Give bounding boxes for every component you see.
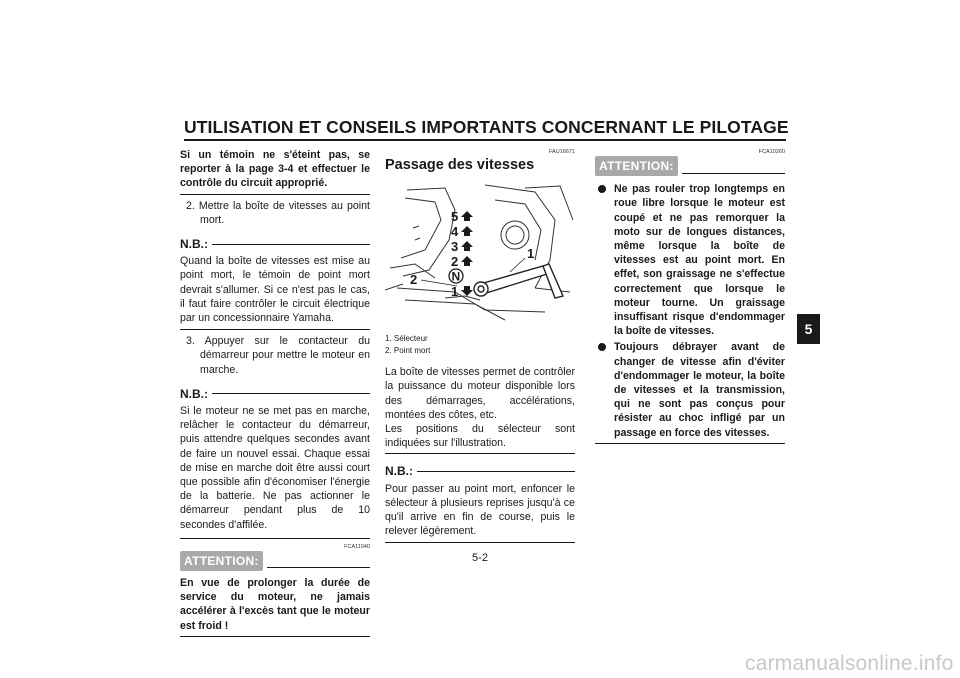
gear-label-3: 3: [451, 239, 459, 255]
attention-heading: [595, 156, 785, 176]
attention-bullet-2: [595, 340, 785, 439]
divider: [180, 538, 370, 539]
gear-shift-illustration: [385, 180, 575, 330]
reference-code: FCA10260: [758, 149, 785, 155]
step-2-text: 2. Mettre la boîte de vitesses au point mort.: [186, 199, 370, 226]
bullet-dot-icon: [598, 343, 606, 351]
gear-label-1: 1: [451, 284, 459, 300]
bullet-text: Ne pas rouler trop longtemps en roue libre lorsque le moteur est coupé et ne pas remorquer la moto sur de longues distances, même lorsque la boîte de vitesses est au point mort. En effet, son graissage ne s'effectue correctement que lorsque le moteur tourne. Un graissage insuffisant risque d'endommager la boîte de vitesses.: [614, 183, 785, 338]
nb-heading-2: [180, 387, 370, 401]
bullet-dot-icon: [598, 185, 606, 193]
shift-up-arrow-icon: [461, 211, 473, 266]
gearbox-paragraph-1: La boîte de vitesses permet de contrôler la puissance du moteur disponible lors des démarrages, accélérations, montées des côtes, etc.: [385, 366, 575, 421]
column-right: [595, 148, 785, 444]
nb-label: N.B.:: [180, 237, 208, 252]
section-title: Passage des vitesses: [385, 157, 535, 173]
attention-heading: [180, 551, 370, 571]
column-middle: [385, 148, 575, 543]
bullet-text: Toujours débrayer avant de changer de vitesse afin d'éviter d'endommager le moteur, la boîte de vitesses et la transmission, qui ne sont pas conçus pour résister au choc infligé par un passage en force des vitesses.: [614, 341, 785, 439]
header-rule: [184, 139, 786, 141]
shift-down-arrow-icon: [461, 286, 473, 296]
step-3-text: 3. Appuyer sur le contacteur du démarreur pour mettre le moteur en marche.: [186, 335, 370, 376]
reference-code: FAU16671: [549, 149, 575, 155]
divider: [385, 453, 575, 454]
divider: [180, 636, 370, 637]
column-left: [180, 148, 370, 637]
divider: [180, 194, 370, 195]
nb-text-1: Quand la boîte de vitesses est mise au point mort, le témoin de point mort devrait s'allumer. Si ce n'est pas le cas, il faut faire contrôler le circuit électrique par un concessionnaire Yamaha.: [180, 255, 370, 325]
intro-warning-text: Si un témoin ne s'éteint pas, se reporter à la page 3-4 et effectuer le contrôle du circuit approprié.: [180, 149, 370, 190]
nb-heading-3: [385, 464, 575, 478]
nb-text-2: Si le moteur ne se met pas en marche, relâcher le contacteur du démarreur, puis attendre quelques secondes avant de faire un nouvel essai. Chaque essai de mise en marche doit être aussi court que possible afin d'économiser l'énergie de la batterie. Ne pas actionner le démarreur pendant plus de 10 secondes d'affilée.: [180, 405, 370, 531]
divider: [595, 443, 785, 444]
chapter-tab: 5: [797, 314, 820, 344]
nb-text-3: Pour passer au point mort, enfoncer le sélecteur à plusieurs reprises jusqu'à ce qu'il arrive en fin de course, puis le relever légèrement.: [385, 482, 575, 538]
callout-2: 2: [410, 272, 418, 288]
watermark: carmanualsonline.info: [745, 652, 954, 675]
gearbox-paragraph-2: Les positions du sélecteur sont indiquées sur l'illustration.: [385, 423, 575, 450]
attention-text: En vue de prolonger la durée de service du moteur, ne jamais accélérer à l'excès tant que le moteur est froid !: [180, 577, 370, 632]
attention-badge: ATTENTION:: [180, 551, 263, 571]
page-number: 5-2: [472, 552, 488, 564]
nb-label: N.B.:: [385, 464, 413, 479]
reference-code: FCA11040: [344, 543, 370, 550]
gear-label-4: 4: [451, 224, 459, 240]
figure-caption-2: 2. Point mort: [385, 346, 431, 356]
page-header-title: UTILISATION ET CONSEILS IMPORTANTS CONCERNANT LE PILOTAGE: [184, 117, 789, 137]
gear-shift-drawing: [385, 180, 575, 330]
figure-caption-1: 1. Sélecteur: [385, 334, 428, 344]
nb-heading-1: [180, 237, 370, 251]
nb-label: N.B.:: [180, 386, 208, 401]
attention-badge: ATTENTION:: [595, 156, 678, 176]
gear-label-5: 5: [451, 209, 459, 225]
divider: [180, 329, 370, 330]
divider: [385, 542, 575, 543]
gear-label-2: 2: [451, 254, 459, 270]
attention-bullet-1: [595, 182, 785, 338]
callout-1: 1: [527, 246, 535, 262]
gear-label-neutral: N: [451, 269, 461, 284]
